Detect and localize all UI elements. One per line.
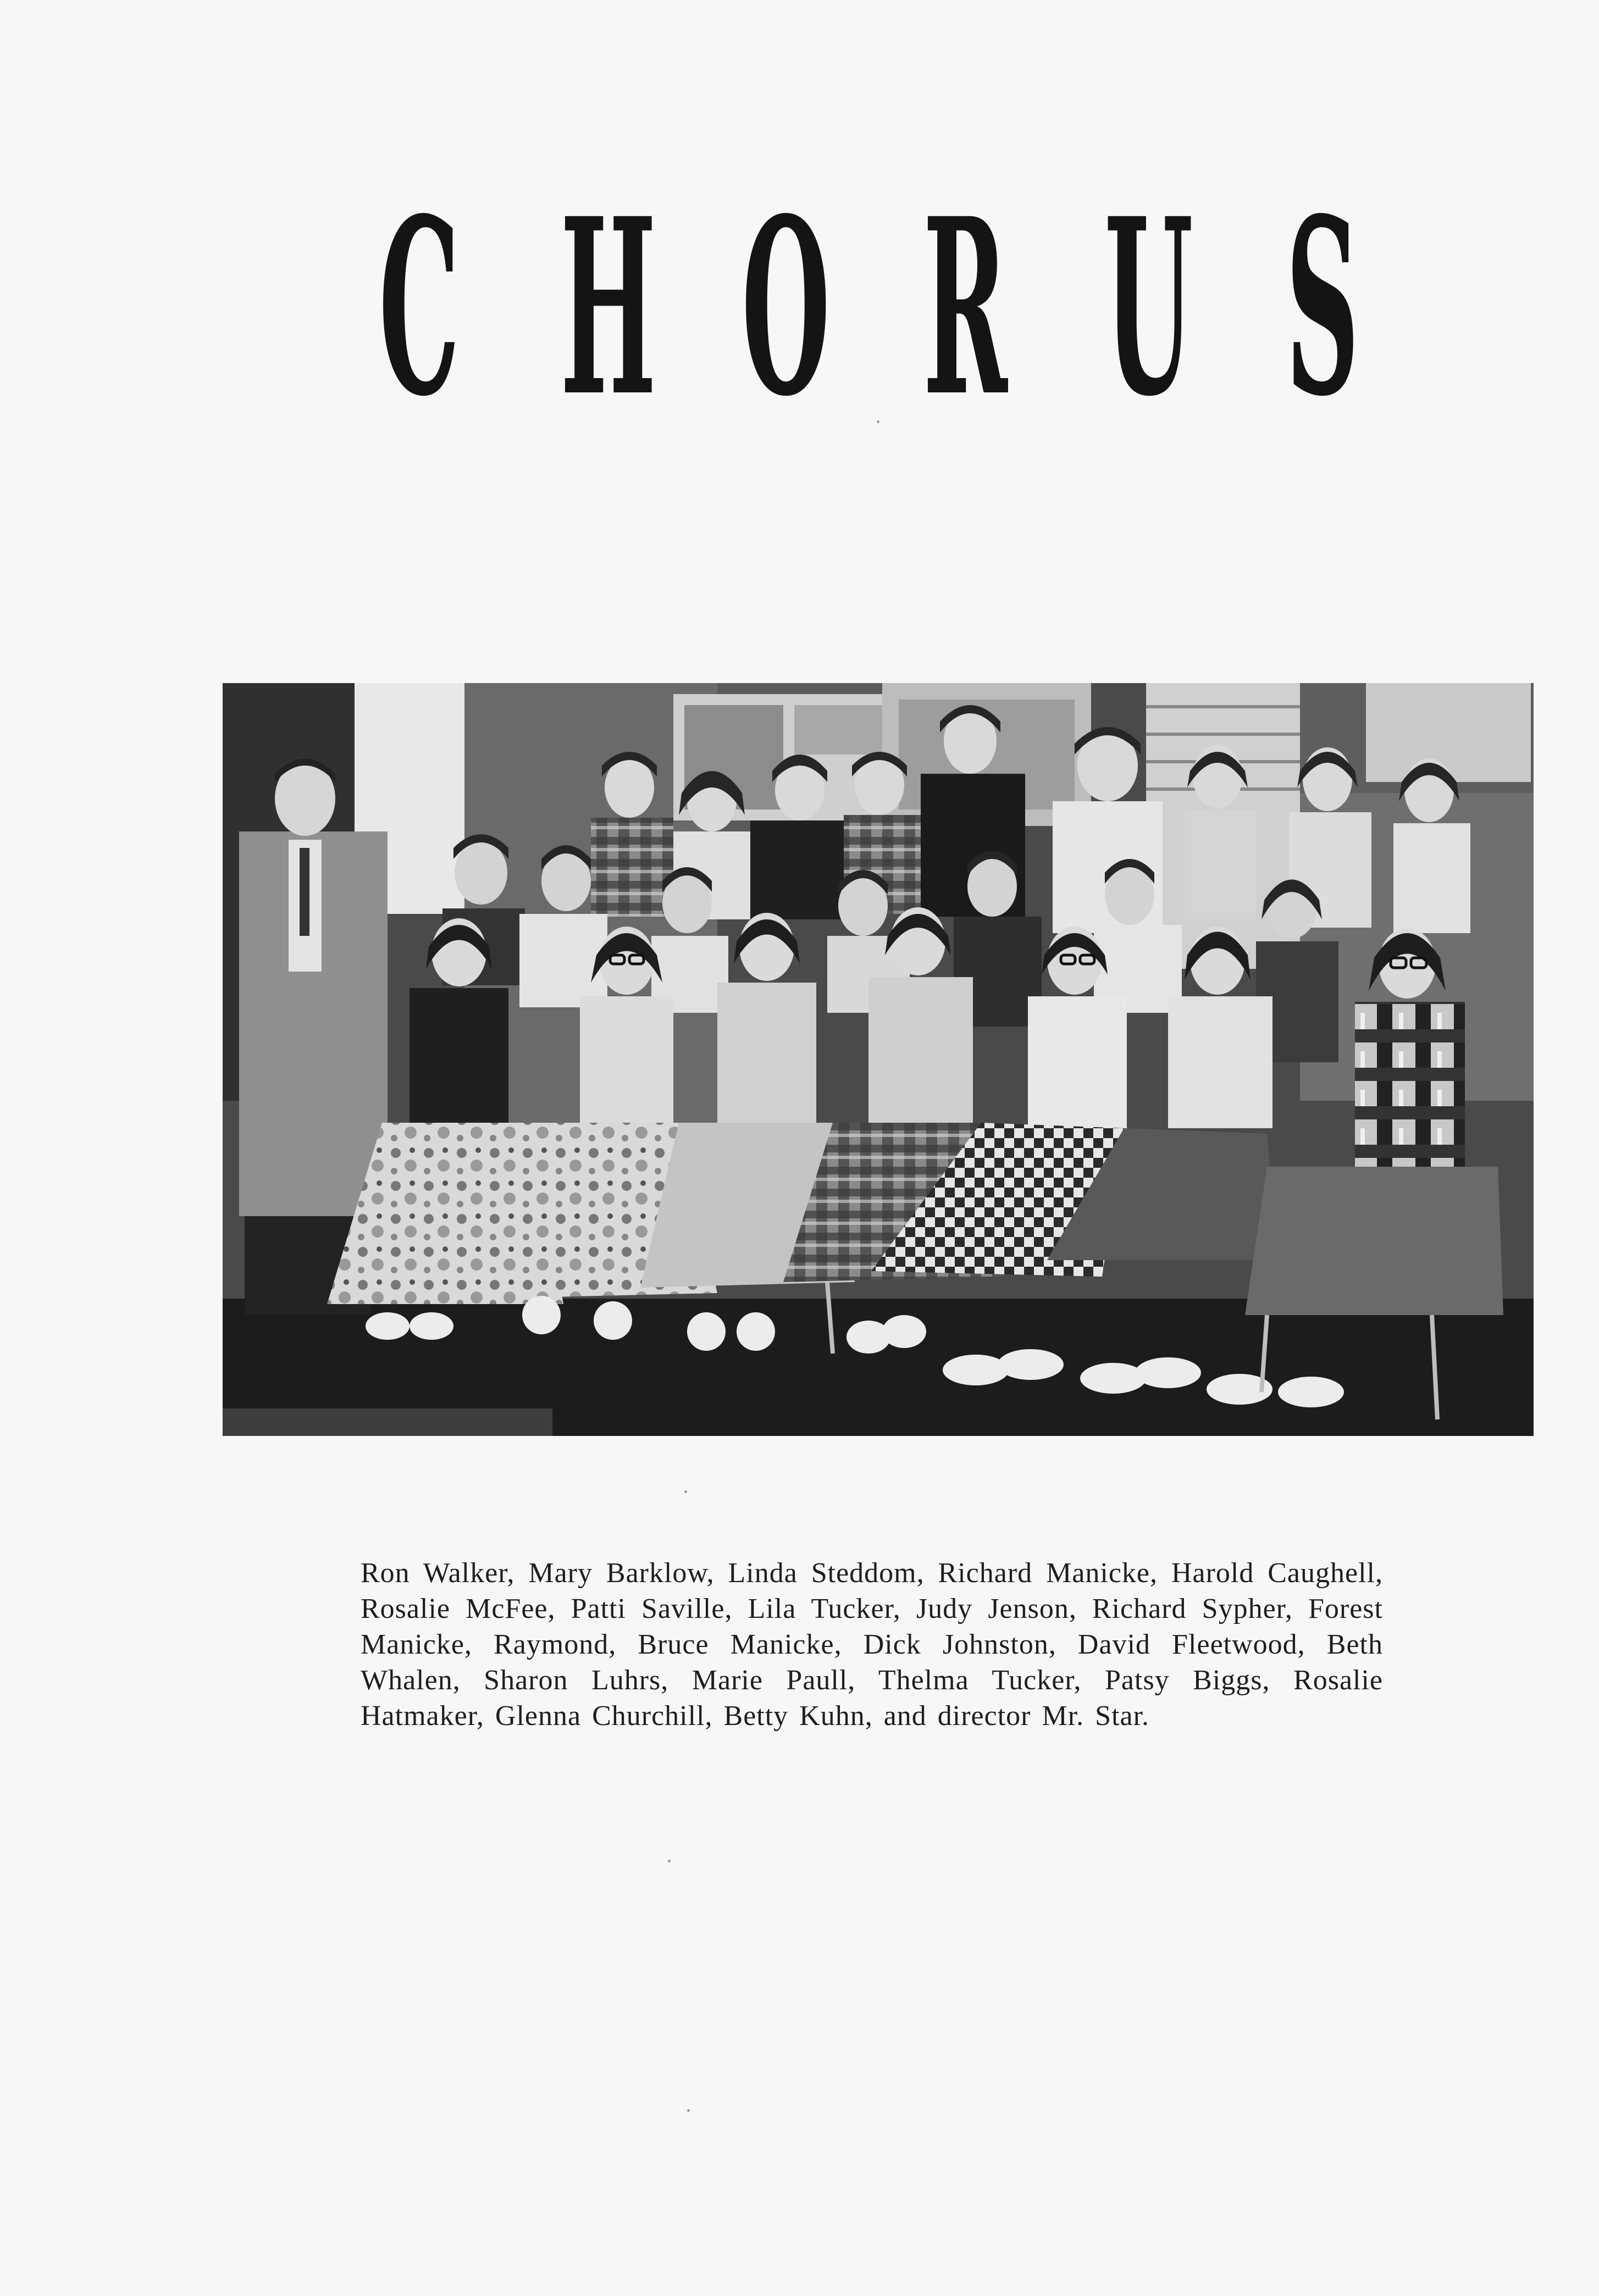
title-letter: S [1286, 165, 1359, 450]
paper-speck [668, 1860, 671, 1862]
paper-speck [877, 420, 879, 423]
photo-illustration [223, 683, 1534, 1436]
title-letter: O [742, 165, 831, 450]
title-letter: U [1104, 165, 1193, 450]
photo-caption: Ron Walker, Mary Barklow, Linda Steddom, Richard Manicke, Harold Caughell, Rosalie McFee, Patti Saville, Lila Tucker, Judy Jenson, Richard Sypher, Forest Manicke, Raymond, Bruce Manicke, Dick Johnston, David Fleetwood, Beth Whalen, Sharon Luhrs, Marie Paull, Thelma Tucker, Patsy Biggs, Rosalie Hatmaker, Glenna Churchill, Betty Kuhn, and director Mr. Star. [361, 1557, 1383, 1732]
title-letter: H [560, 165, 656, 450]
page-title [352, 165, 1359, 450]
title-letter: R [923, 165, 1008, 450]
chorus-group-photo [223, 683, 1534, 1436]
title-letter: C [379, 165, 460, 450]
paper-speck [684, 1490, 687, 1493]
paper-speck [687, 2109, 690, 2112]
